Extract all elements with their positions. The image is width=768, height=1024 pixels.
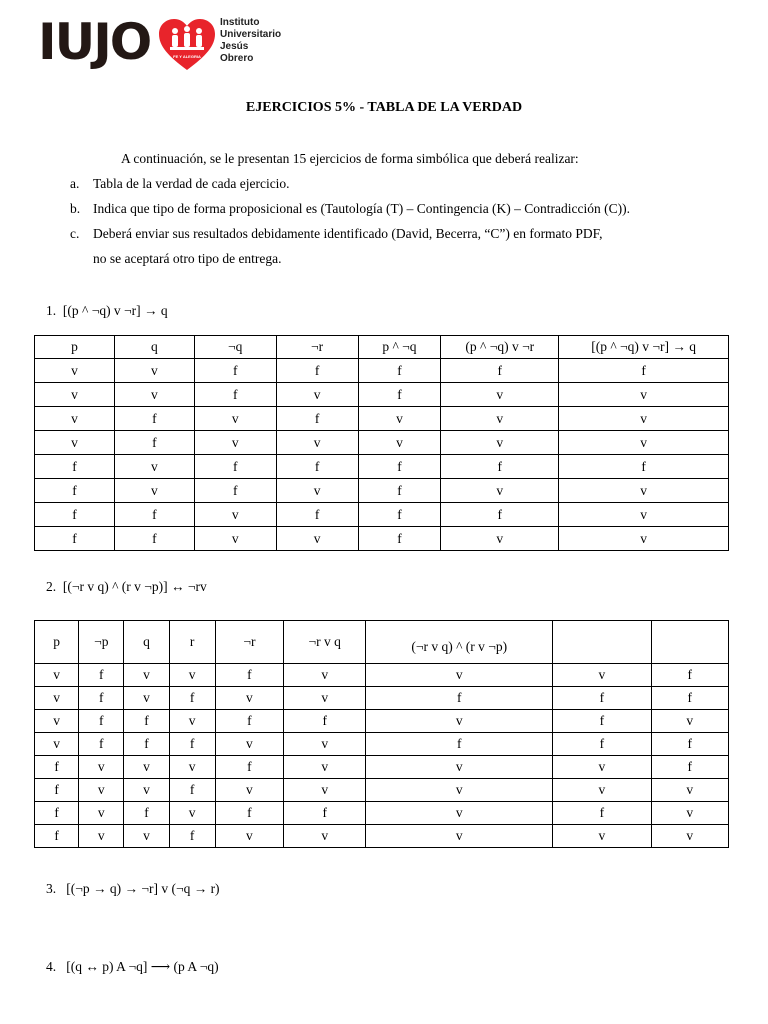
table-cell: f	[35, 825, 79, 848]
table-cell: f	[651, 733, 728, 756]
table-cell: v	[559, 407, 729, 431]
table-cell: f	[169, 779, 215, 802]
table-cell: f	[35, 527, 115, 551]
table-cell: v	[79, 825, 124, 848]
table-row	[35, 802, 729, 825]
table-cell: f	[124, 733, 169, 756]
table-cell: v	[276, 431, 358, 455]
table-cell: v	[114, 455, 194, 479]
table-row	[35, 431, 729, 455]
table-row	[35, 383, 729, 407]
table-cell: v	[169, 710, 215, 733]
table-cell: f	[114, 431, 194, 455]
table-cell: v	[651, 710, 728, 733]
table-cell: v	[169, 802, 215, 825]
table-cell: f	[114, 407, 194, 431]
truth-table-1	[34, 335, 729, 551]
exercise-expression: [(p ^ ¬q) v ¬r] → q	[62, 303, 168, 318]
table-cell: v	[215, 779, 283, 802]
table-cell: f	[358, 527, 441, 551]
list-text: Deberá enviar sus resultados debidamente identificado (David, Becerra, “C”) en formato PDF,	[93, 226, 603, 241]
table-row	[35, 503, 729, 527]
table-cell: f	[276, 503, 358, 527]
table-cell: v	[651, 802, 728, 825]
table-header-cell: q	[114, 336, 194, 359]
table-cell: f	[114, 527, 194, 551]
table-cell: v	[651, 779, 728, 802]
exercise-number: 2.	[46, 579, 57, 594]
table-cell: v	[559, 479, 729, 503]
table-cell: f	[553, 687, 651, 710]
table-cell: v	[553, 756, 651, 779]
table-cell: f	[358, 479, 441, 503]
list-text: Tabla de la verdad de cada ejercicio.	[93, 176, 290, 191]
table-cell: f	[284, 802, 366, 825]
table-cell: f	[553, 802, 651, 825]
list-marker: b.	[70, 201, 81, 216]
table-cell: f	[35, 479, 115, 503]
exercise-expression: [(q ↔ p) A ¬q] ⟶ (p A ¬q)	[66, 959, 219, 974]
table-cell: v	[194, 431, 276, 455]
table-cell: v	[215, 687, 283, 710]
table-cell: v	[366, 664, 553, 687]
table-header-cell: ¬p	[79, 621, 124, 664]
table-cell: f	[651, 687, 728, 710]
table-cell: f	[215, 802, 283, 825]
table-cell: f	[169, 825, 215, 848]
table-cell: f	[284, 710, 366, 733]
table-cell: f	[35, 779, 79, 802]
table-row	[35, 733, 729, 756]
table-row	[35, 779, 729, 802]
table-cell: v	[114, 359, 194, 383]
exercise-number: 1.	[46, 303, 57, 318]
table-cell: f	[194, 383, 276, 407]
table-cell: f	[553, 733, 651, 756]
table-header-cell: p ^ ¬q	[358, 336, 441, 359]
table-cell: v	[215, 733, 283, 756]
table-cell: f	[559, 455, 729, 479]
table-cell: v	[276, 527, 358, 551]
table-header-cell: ¬q	[194, 336, 276, 359]
table-cell: f	[441, 455, 559, 479]
table-cell: f	[553, 710, 651, 733]
table-header-cell: q	[124, 621, 169, 664]
table-cell: f	[79, 664, 124, 687]
exercise-expression: [(¬p → q) → ¬r] v (¬q → r)	[66, 881, 220, 896]
table-cell: f	[35, 455, 115, 479]
table-cell: v	[35, 733, 79, 756]
table-row	[35, 756, 729, 779]
exercise-2	[46, 579, 207, 595]
table-cell: v	[651, 825, 728, 848]
table-cell: v	[194, 527, 276, 551]
table-cell: v	[35, 710, 79, 733]
table-cell: v	[35, 383, 115, 407]
table-cell: v	[553, 664, 651, 687]
table-cell: v	[284, 664, 366, 687]
table-cell: v	[559, 527, 729, 551]
table-cell: f	[651, 756, 728, 779]
table-cell: v	[559, 383, 729, 407]
exercise-3	[46, 881, 220, 897]
table-cell: v	[553, 825, 651, 848]
table-cell: v	[366, 779, 553, 802]
table-row	[35, 710, 729, 733]
table-cell: v	[284, 733, 366, 756]
table-cell: v	[366, 756, 553, 779]
table-cell: f	[169, 687, 215, 710]
table-cell: v	[553, 779, 651, 802]
table-row	[35, 359, 729, 383]
table-cell: f	[35, 756, 79, 779]
table-cell: v	[124, 687, 169, 710]
logo-line: Universitario	[220, 29, 282, 40]
table-cell: f	[441, 359, 559, 383]
table-cell: v	[35, 359, 115, 383]
list-item-continuation: no se aceptará otro tipo de entrega.	[93, 251, 282, 266]
table-cell: f	[366, 687, 553, 710]
table-row	[35, 825, 729, 848]
table-cell: f	[358, 503, 441, 527]
table-cell: f	[124, 802, 169, 825]
table-cell: f	[366, 733, 553, 756]
table-header-cell: r	[169, 621, 215, 664]
logo-line: Obrero	[220, 53, 254, 64]
table-cell: f	[114, 503, 194, 527]
table-row	[35, 527, 729, 551]
table-cell: f	[276, 359, 358, 383]
table-cell: v	[358, 407, 441, 431]
table-cell: v	[169, 664, 215, 687]
page-title: EJERCICIOS 5% - TABLA DE LA VERDAD	[245, 100, 523, 115]
table-cell: v	[35, 664, 79, 687]
heart-logo-text: FE Y ALEGRIA	[173, 54, 201, 59]
table-row	[35, 687, 729, 710]
table-cell: v	[276, 479, 358, 503]
table-cell: f	[124, 710, 169, 733]
table-cell: f	[276, 455, 358, 479]
table-row	[35, 479, 729, 503]
table-cell: v	[79, 779, 124, 802]
table-cell: f	[215, 710, 283, 733]
exercise-number: 4.	[46, 959, 57, 974]
table-cell: f	[194, 359, 276, 383]
table-row	[35, 664, 729, 687]
table-cell: f	[79, 710, 124, 733]
table-header-cell: ¬r	[215, 621, 283, 664]
table-cell: v	[441, 407, 559, 431]
table-cell: f	[215, 664, 283, 687]
list-text: Indica que tipo de forma proposicional es (Tautología (T) – Contingencia (K) – Contradicción (C)).	[93, 201, 631, 216]
table-header-cell: ¬r v q	[284, 621, 366, 664]
table-cell: v	[441, 431, 559, 455]
table-cell: v	[124, 779, 169, 802]
table-cell: v	[114, 383, 194, 407]
table-cell: v	[366, 825, 553, 848]
table-cell: v	[284, 756, 366, 779]
truth-table-2	[34, 620, 729, 848]
table-header-cell	[553, 621, 651, 664]
table-cell: v	[194, 503, 276, 527]
table-cell: v	[559, 503, 729, 527]
table-cell: f	[215, 756, 283, 779]
table-header-row	[35, 621, 729, 664]
table-cell: f	[441, 503, 559, 527]
table-cell: v	[35, 431, 115, 455]
table-cell: v	[284, 687, 366, 710]
table-row	[35, 455, 729, 479]
table-cell: f	[358, 383, 441, 407]
exercise-4	[46, 959, 219, 975]
table-cell: v	[366, 802, 553, 825]
table-cell: v	[124, 825, 169, 848]
table-cell: f	[194, 455, 276, 479]
table-cell: v	[284, 825, 366, 848]
table-header-row	[35, 336, 729, 359]
list-marker: a.	[70, 176, 80, 191]
exercise-1	[46, 303, 168, 319]
table-cell: v	[35, 687, 79, 710]
table-cell: f	[35, 503, 115, 527]
table-cell: f	[276, 407, 358, 431]
table-cell: v	[124, 756, 169, 779]
table-cell: f	[79, 687, 124, 710]
table-cell: v	[441, 479, 559, 503]
table-cell: v	[35, 407, 115, 431]
table-row	[35, 407, 729, 431]
table-cell: v	[366, 710, 553, 733]
table-cell: v	[284, 779, 366, 802]
table-cell: v	[114, 479, 194, 503]
table-cell: f	[358, 455, 441, 479]
table-cell: f	[358, 359, 441, 383]
table-cell: v	[559, 431, 729, 455]
table-header-cell: p	[35, 336, 115, 359]
table-cell: v	[215, 825, 283, 848]
table-cell: v	[276, 383, 358, 407]
exercise-number: 3.	[46, 881, 57, 896]
list-marker: c.	[70, 226, 80, 241]
table-cell: v	[441, 527, 559, 551]
table-cell: f	[559, 359, 729, 383]
logo-wordmark: IUJO	[38, 13, 151, 71]
table-header-cell: p	[35, 621, 79, 664]
table-cell: f	[194, 479, 276, 503]
logo-line: Instituto	[220, 17, 260, 28]
intro-text: A continuación, se le presentan 15 ejercicios de forma simbólica que deberá realizar:	[121, 151, 579, 166]
heart-logo-icon	[158, 18, 216, 72]
exercise-expression: [(¬r v q) ^ (r v ¬p)] ↔ ¬rv	[62, 579, 207, 594]
table-cell: f	[169, 733, 215, 756]
table-cell: v	[79, 756, 124, 779]
table-cell: f	[651, 664, 728, 687]
logo-institution-name	[220, 17, 281, 65]
table-header-cell: [(p ^ ¬q) v ¬r] → q	[559, 336, 729, 359]
table-cell: v	[194, 407, 276, 431]
table-header-cell: (p ^ ¬q) v ¬r	[441, 336, 559, 359]
table-header-cell	[651, 621, 728, 664]
table-cell: f	[79, 733, 124, 756]
table-cell: v	[169, 756, 215, 779]
table-cell: v	[358, 431, 441, 455]
table-cell: v	[441, 383, 559, 407]
table-header-cell: (¬r v q) ^ (r v ¬p)	[366, 621, 553, 664]
table-header-cell: ¬r	[276, 336, 358, 359]
table-cell: v	[79, 802, 124, 825]
logo-line: Jesús	[220, 41, 249, 52]
table-cell: f	[35, 802, 79, 825]
table-cell: v	[124, 664, 169, 687]
